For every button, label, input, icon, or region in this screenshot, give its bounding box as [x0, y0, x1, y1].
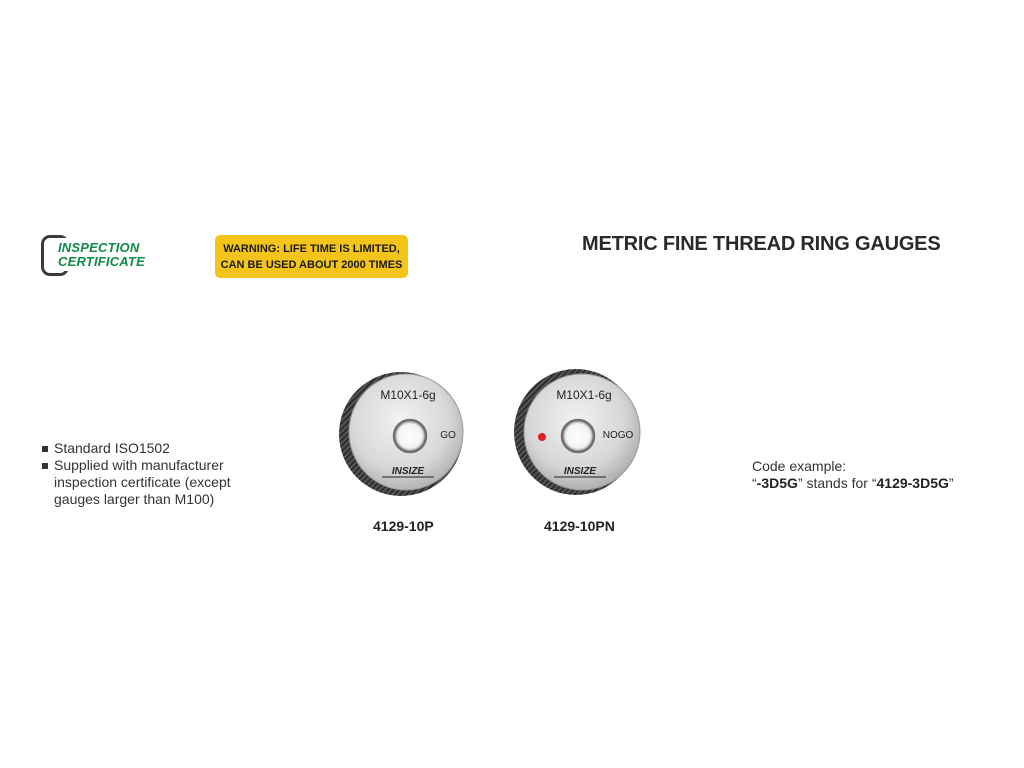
- gauge-thread-marking: M10X1-6g: [380, 388, 436, 402]
- certificate-logo-text: [55, 238, 145, 271]
- gauge-type-marking: GO: [440, 430, 456, 441]
- part-number-label: 4129-10PN: [544, 518, 615, 534]
- nogo-ring-gauge-image: [512, 366, 647, 498]
- warning-line-1: WARNING: LIFE TIME IS LIMITED,: [223, 242, 400, 255]
- go-ring-gauge-image: [338, 366, 470, 498]
- code-example-heading: Code example:: [752, 458, 847, 474]
- square-bullet-icon: [42, 463, 48, 469]
- warning-line-2: CAN BE USED ABOUT 2000 TIMES: [220, 258, 403, 271]
- inspection-certificate-logo: [41, 234, 171, 278]
- open-quote: “: [752, 475, 757, 491]
- close-quote: ”: [948, 475, 954, 491]
- lifetime-warning-badge: [215, 235, 408, 278]
- full-code: 4129-3D5G: [876, 475, 949, 491]
- stands-for-text: ” stands for “: [797, 475, 877, 491]
- square-bullet-icon: [42, 446, 48, 452]
- feature-item: [42, 440, 254, 457]
- feature-text: Supplied with manufacturer inspection certificate (except gauges larger than M100): [54, 457, 231, 507]
- page-title: METRIC FINE THREAD RING GAUGES: [582, 233, 941, 255]
- gauge-thread-marking: M10X1-6g: [556, 388, 612, 402]
- certificate-line-1: INSPECTION: [58, 240, 140, 255]
- nogo-ring-gauge: [512, 366, 647, 498]
- gauge-type-marking: NOGO: [602, 430, 634, 441]
- code-suffix: -3D5G: [756, 475, 798, 491]
- feature-list: [42, 440, 254, 508]
- feature-item: [42, 457, 254, 508]
- go-ring-gauge: [338, 366, 470, 498]
- feature-text: Standard ISO1502: [54, 440, 170, 456]
- brand-logo: INSIZE: [563, 466, 597, 477]
- nogo-red-dot-icon: [538, 433, 546, 441]
- code-example-line: [752, 475, 954, 492]
- part-number-label: 4129-10P: [373, 518, 434, 534]
- code-example: [752, 458, 954, 492]
- certificate-line-2: CERTIFICATE: [58, 254, 145, 269]
- brand-logo: INSIZE: [391, 466, 425, 477]
